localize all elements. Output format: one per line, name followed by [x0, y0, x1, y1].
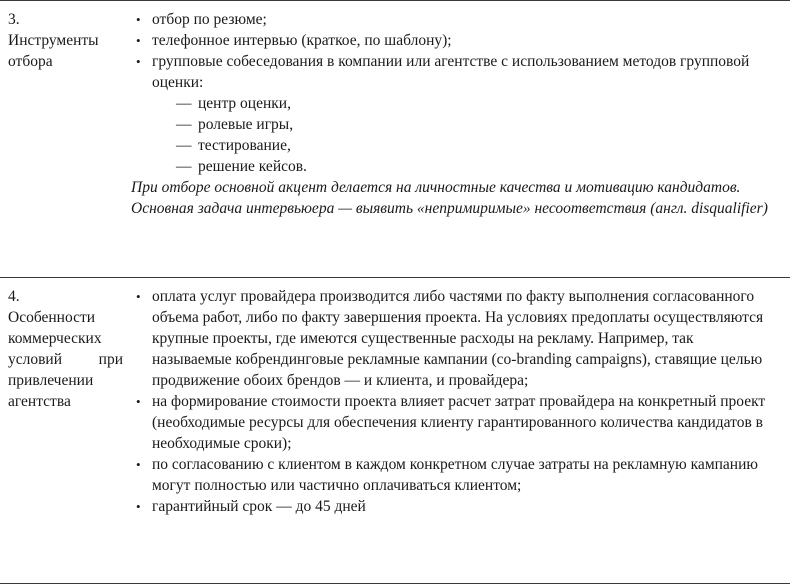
row-label-line-4-2: коммерческих: [8, 330, 102, 347]
list-item: [131, 496, 768, 517]
sub-list-3: [152, 93, 768, 177]
row-label-cell-3: [0, 9, 131, 72]
list-item: [131, 286, 768, 391]
list-item: [131, 454, 768, 496]
bullet-text: оплата услуг провайдера производится либо частями по факту выполнения согласованного объема работ, либо по факту завершения проекта. На условиях предоплаты осуществляются крупные проекты, где имеются существенные расходы на рекламу. Например, так называемые кобрендинговые рекламные кампании (co-branding campaigns), ставящие целью продвижение обоих брендов — и клиента, и провайдера;: [152, 288, 764, 389]
row-body-cell-4: [131, 286, 790, 517]
row-label-line-4-5: агентства: [8, 393, 71, 410]
bullet-text: отбор по резюме;: [152, 11, 267, 28]
list-item: [131, 9, 768, 30]
bullet-text: по согласованию с клиентом в каждом конкретном случае затраты на рекламную кампанию могут полностью или частично оплачиваться клиентом;: [152, 456, 758, 494]
row-label-line-4-1: Особенности: [8, 309, 96, 326]
bullet-text: групповые собеседования в компании или агентстве с использованием методов групповой оценки:: [152, 53, 750, 91]
list-item: [131, 391, 768, 454]
table-row: [0, 1, 790, 278]
row-label-line-3-2: отбора: [8, 53, 53, 70]
sub-list-item: — ролевые игры,: [176, 114, 768, 135]
row-number-4: 4.: [8, 288, 20, 305]
bullet-text: на формирование стоимости проекта влияет расчет затрат провайдера на конкретный проект (необходимые ресурсы для обеспечения клиенту гарантированного количества кандидатов в необходимые сроки);: [152, 393, 766, 452]
row-number-3: 3.: [8, 11, 20, 28]
row-body-cell-3: [131, 9, 790, 219]
table-row: [0, 278, 790, 583]
sub-list-item: — центр оценки,: [176, 93, 768, 114]
bullet-list-4: [131, 286, 768, 517]
sub-list-item: — тестирование,: [176, 135, 768, 156]
note-paragraph: Основная задача интервьюера — выявить «непримиримые» несоответствия (англ. disqualifier): [131, 200, 768, 217]
row-label-line-4-3: условий при: [8, 351, 123, 368]
bullet-text: телефонное интервью (краткое, по шаблону);: [152, 32, 452, 49]
list-item: [131, 51, 768, 177]
list-item: [131, 30, 768, 51]
bullet-text: гарантийный срок — до 45 дней: [152, 498, 366, 515]
sub-list-item: — решение кейсов.: [176, 156, 768, 177]
row-label-cell-4: [0, 286, 131, 412]
note-paragraph: При отборе основной акцент делается на личностные качества и мотивацию кандидатов.: [131, 179, 741, 196]
bullet-list-3: [131, 9, 768, 177]
row-label-line-3-1: Инструменты: [8, 32, 99, 49]
row-label-line-4-4: привлечении: [8, 372, 94, 389]
